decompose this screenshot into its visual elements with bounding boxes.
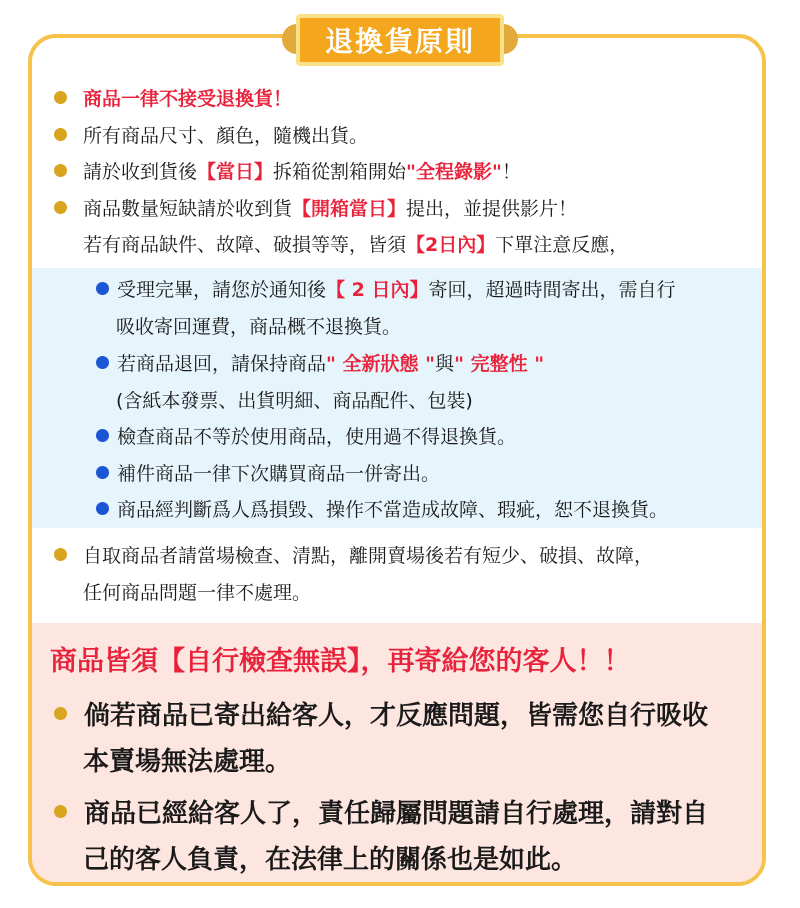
customer-headline	[50, 639, 631, 678]
customer-note-2-cont	[83, 839, 577, 876]
process-text: 檢查商品不等於使用商品，使用過不得退換貨。	[117, 426, 517, 448]
rule-no-returns	[54, 84, 292, 111]
bullet-icon	[96, 429, 109, 442]
process-return-deadline	[96, 275, 675, 302]
bullet-icon	[96, 466, 109, 479]
note-text: 本賣場無法處理。	[83, 747, 292, 777]
bullet-icon	[54, 805, 67, 818]
rule-text: 拆箱從割箱開始	[273, 161, 407, 183]
note-text: 商品已經給客人了，責任歸屬問題請自行處理，請對自	[84, 799, 709, 829]
rule-text: 自取商品者請當場檢查、清點，離開賣場後若有短少、破損、故障，	[83, 545, 654, 567]
process-text: 與	[435, 353, 455, 375]
process-text: 受理完畢，請您於通知後	[117, 279, 327, 301]
rule-text: 商品一律不接受退換貨！	[83, 88, 293, 110]
note-text: 倘若商品已寄出給客人，才反應問題，皆需您自行吸收	[84, 701, 709, 731]
highlight-unboxing-day: 【開箱當日】	[292, 198, 407, 220]
highlight-full-recording: "全程錄影"	[406, 161, 502, 183]
process-return-deadline-cont	[116, 312, 401, 339]
rule-pickup-inspection-cont	[83, 578, 311, 605]
bullet-icon	[54, 128, 67, 141]
policy-card	[28, 34, 766, 886]
process-text: 寄回，超過時間寄出，需自行	[428, 279, 676, 301]
rule-text: 若有商品缺件、故障、破損等等，皆須	[83, 234, 407, 256]
customer-note-2	[54, 793, 708, 830]
headline-text: 商品皆須【自行檢查無誤】，再寄給您的客人！！	[50, 646, 631, 677]
rule-text: 請於收到貨後	[83, 161, 198, 183]
bullet-icon	[54, 707, 67, 720]
rule-shortage-report	[54, 194, 577, 221]
rule-text: ！	[501, 161, 521, 183]
highlight-same-day: 【當日】	[197, 161, 274, 183]
highlight-two-days: 【 2 日內】	[326, 279, 429, 301]
process-damage	[96, 495, 668, 522]
customer-note-1	[54, 695, 708, 732]
highlight-brand-new: " 全新狀態 "	[326, 353, 436, 375]
title-banner	[282, 14, 518, 68]
rule-text: 商品數量短缺請於收到貨	[83, 198, 293, 220]
page-title: 退換貨原則	[296, 14, 504, 66]
process-used-items	[96, 422, 516, 449]
process-condition-cont	[116, 386, 473, 413]
rule-pickup-inspection	[54, 541, 653, 568]
bullet-icon	[96, 502, 109, 515]
highlight-two-days: 【2日內】	[406, 234, 496, 256]
rule-text: 所有商品尺寸、顏色，隨機出貨。	[83, 125, 369, 147]
process-condition	[96, 349, 544, 376]
process-text: 吸收寄回運費，商品概不退換貨。	[116, 316, 402, 338]
process-text: 補件商品一律下次購買商品一併寄出。	[117, 463, 441, 485]
rule-random-shipping	[54, 121, 368, 148]
process-text: 商品經判斷爲人爲損毀、操作不當造成故障、瑕疵，恕不退換貨。	[117, 499, 669, 521]
rule-text: 下單注意反應，	[495, 234, 629, 256]
rule-text: 任何商品問題一律不處理。	[83, 582, 312, 604]
rule-defect-report	[83, 230, 628, 257]
process-replacement	[96, 459, 440, 486]
rule-record-unboxing	[54, 157, 521, 184]
bullet-icon	[54, 548, 67, 561]
highlight-complete: " 完整性 "	[454, 353, 545, 375]
rule-text: 提出，並提供影片！	[406, 198, 578, 220]
customer-note-1-cont	[83, 741, 291, 778]
bullet-icon	[54, 201, 67, 214]
note-text: 己的客人負責，在法律上的關係也是如此。	[83, 845, 578, 875]
bullet-icon	[54, 164, 67, 177]
bullet-icon	[96, 282, 109, 295]
bullet-icon	[96, 356, 109, 369]
process-text: (含紙本發票、出貨明細、商品配件、包裝)	[116, 390, 473, 412]
process-text: 若商品退回，請保持商品	[117, 353, 327, 375]
bullet-icon	[54, 91, 67, 104]
